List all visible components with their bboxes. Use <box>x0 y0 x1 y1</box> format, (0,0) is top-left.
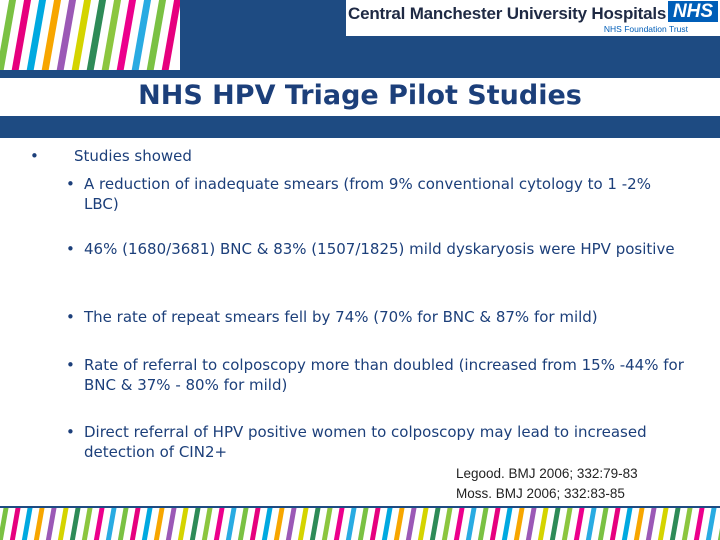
sub-bullet-text: Rate of referral to colposcopy more than doubled (increased from 15% -44% for BNC & 37% - 80% for mild) <box>84 356 684 394</box>
bullet-icon: • <box>66 356 75 374</box>
sub-bullet-text: Direct referral of HPV positive women to colposcopy may lead to increased detection of CIN2+ <box>84 423 647 461</box>
decorative-stripe <box>0 508 10 540</box>
sub-bullet-1 <box>66 174 684 214</box>
decorative-stripe <box>367 508 383 540</box>
decorative-stripe <box>679 508 695 540</box>
decorative-stripe <box>319 508 335 540</box>
decorative-stripe <box>631 508 647 540</box>
bullet-icon: • <box>66 175 75 193</box>
decorative-stripe <box>343 508 359 540</box>
decorative-stripe <box>331 508 347 540</box>
decorative-stripe <box>667 508 683 540</box>
sub-bullet-2 <box>66 239 684 259</box>
nhs-badge: NHS <box>668 1 718 22</box>
decorative-stripe <box>31 508 47 540</box>
decorative-stripe <box>295 508 311 540</box>
decorative-stripe <box>67 508 83 540</box>
decorative-stripe <box>151 508 167 540</box>
decorative-stripe <box>307 508 323 540</box>
decorative-stripe <box>115 508 131 540</box>
sub-bullet-3 <box>66 307 684 327</box>
decorative-stripe <box>547 508 563 540</box>
decorative-stripe <box>595 508 611 540</box>
decorative-stripe <box>199 508 215 540</box>
decorative-stripe <box>511 508 527 540</box>
bullet-icon: • <box>30 147 39 165</box>
decorative-stripe <box>655 508 671 540</box>
decorative-stripe <box>55 508 71 540</box>
logo-name: Central Manchester University Hospitals <box>348 4 667 23</box>
citation-moss: Moss. BMJ 2006; 332:83-85 <box>456 486 625 501</box>
decorative-stripe <box>175 508 191 540</box>
decorative-stripe <box>223 508 239 540</box>
main-bullet <box>30 147 192 165</box>
decorative-stripe <box>523 508 539 540</box>
decorative-stripe <box>571 508 587 540</box>
decorative-stripe <box>643 508 659 540</box>
decorative-stripe <box>283 508 299 540</box>
bullet-icon: • <box>66 308 75 326</box>
decorative-stripe <box>463 508 479 540</box>
decorative-stripes-top <box>0 0 180 70</box>
sub-bullet-text: 46% (1680/3681) BNC & 83% (1507/1825) mild dyskaryosis were HPV positive <box>84 240 675 258</box>
decorative-stripe <box>355 508 371 540</box>
decorative-stripe <box>427 508 443 540</box>
decorative-stripe <box>535 508 551 540</box>
decorative-stripe <box>259 508 275 540</box>
decorative-stripe <box>583 508 599 540</box>
decorative-stripe <box>19 508 35 540</box>
decorative-stripe <box>379 508 395 540</box>
decorative-stripe <box>619 508 635 540</box>
decorative-stripe <box>91 508 107 540</box>
sub-bullet-text: The rate of repeat smears fell by 74% (70% for BNC & 87% for mild) <box>84 308 598 326</box>
logo-trust: NHS Foundation Trust <box>603 24 688 34</box>
decorative-stripes-bottom <box>0 508 720 540</box>
decorative-stripe <box>271 508 287 540</box>
slide-content <box>0 138 720 506</box>
bullet-icon: • <box>66 423 75 441</box>
bullet-icon: • <box>66 240 75 258</box>
sub-bullet-5 <box>66 422 684 462</box>
decorative-stripe <box>559 508 575 540</box>
decorative-stripe <box>235 508 251 540</box>
decorative-stripe <box>103 508 119 540</box>
decorative-stripe <box>403 508 419 540</box>
hospital-logo <box>346 0 720 36</box>
decorative-stripe <box>691 508 707 540</box>
decorative-stripe <box>499 508 515 540</box>
decorative-stripe <box>439 508 455 540</box>
slide-title: NHS HPV Triage Pilot Studies <box>0 78 720 116</box>
decorative-stripe <box>79 508 95 540</box>
citation-legood: Legood. BMJ 2006; 332:79-83 <box>456 466 638 481</box>
decorative-stripe <box>487 508 503 540</box>
sub-bullet-4 <box>66 355 684 395</box>
decorative-stripe <box>247 508 263 540</box>
decorative-stripe <box>43 508 59 540</box>
decorative-stripe <box>7 508 23 540</box>
decorative-stripe <box>163 508 179 540</box>
decorative-stripe <box>475 508 491 540</box>
decorative-stripe <box>703 508 719 540</box>
decorative-stripe <box>187 508 203 540</box>
decorative-stripe <box>415 508 431 540</box>
decorative-stripe <box>607 508 623 540</box>
decorative-stripe <box>451 508 467 540</box>
decorative-stripe <box>211 508 227 540</box>
sub-bullet-text: A reduction of inadequate smears (from 9% conventional cytology to 1 -2% LBC) <box>84 175 651 213</box>
decorative-stripe <box>139 508 155 540</box>
decorative-stripe <box>391 508 407 540</box>
main-bullet-text: Studies showed <box>74 147 192 165</box>
decorative-stripe <box>127 508 143 540</box>
